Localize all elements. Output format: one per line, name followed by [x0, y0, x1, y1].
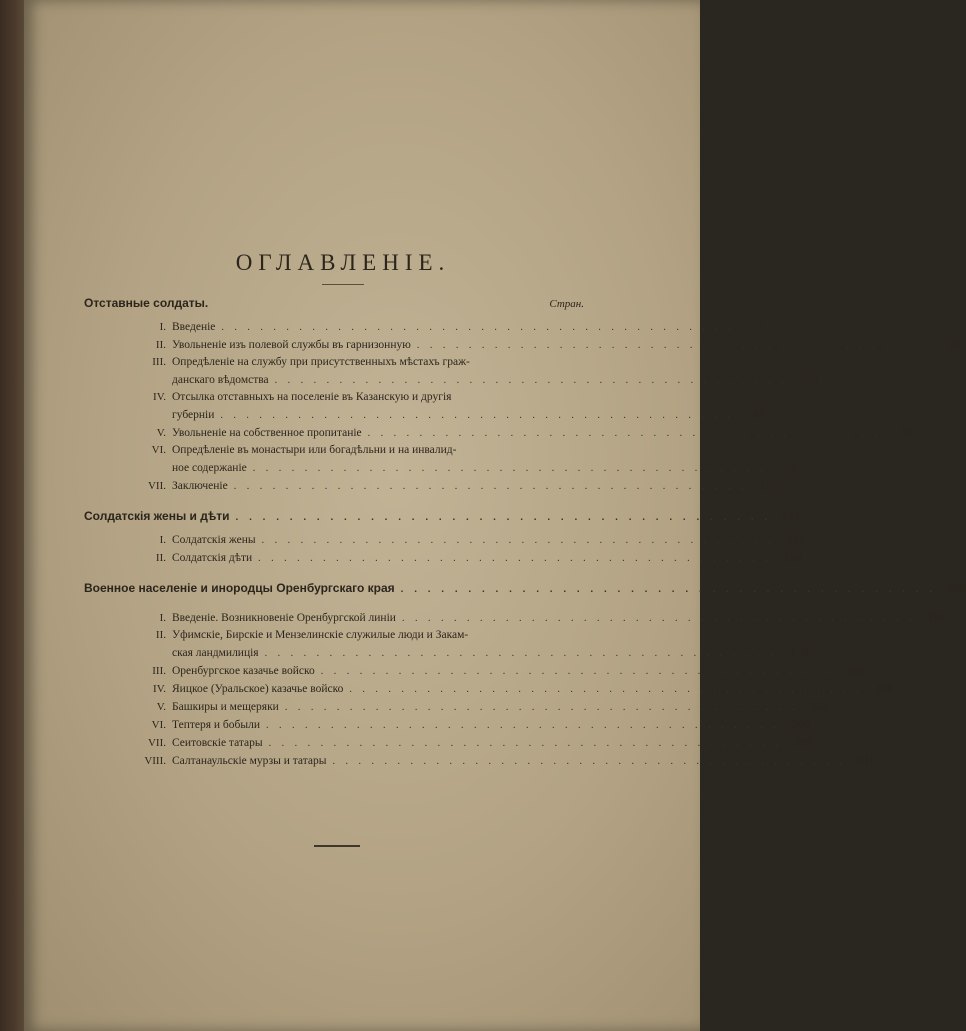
toc-entry [84, 335, 961, 353]
entry-page-number: 124 [759, 478, 778, 492]
toc-entry [84, 679, 893, 697]
toc-entry [84, 548, 802, 566]
entry-number: III. [152, 665, 166, 677]
entry-number: III. [152, 356, 166, 368]
entry-number: VII. [147, 737, 166, 749]
leader-dots: . . . . . . . . . . . . . . . . . . . . . . . . . . . . . . . . . . . . . . . . [220, 410, 734, 421]
leader-dots: . . . . . . . . . . . . . . . . . . . . . . . . . . . . . . . . . . . . . . . . [233, 481, 748, 492]
entry-page-number: 127 [787, 532, 806, 546]
section-page-number: 166 [946, 581, 966, 595]
entry-page-number: 315 [857, 753, 876, 767]
entry-page-number: 15 [948, 337, 961, 351]
leader-dots: . . . . . . . . . . . . . . . . . . . . . . . . . . . . . . . . . . . . . . . . [264, 648, 779, 659]
entry-title: Солдатскія дѣти [172, 552, 253, 564]
toc-entry [84, 388, 584, 406]
toc-entry [84, 751, 876, 769]
entry-title: Увольненіе на собственное пропитаніе [172, 427, 362, 439]
entry-number: II. [155, 552, 166, 564]
entry-number: II. [155, 339, 166, 351]
section-heading [84, 506, 802, 526]
title-rule [322, 284, 364, 285]
leader-dots: . . . . . . . . . . . . . . . . . . . . . . . . . . . . . . . . . . . . . . . . [252, 463, 767, 474]
entry-page-number: 238 [874, 681, 893, 695]
entry-number: VI. [151, 444, 166, 456]
section-heading-text: Отставные солдаты. [84, 296, 209, 310]
entry-title: губерніи [172, 409, 215, 421]
toc-entry [84, 733, 813, 751]
entry-title: Введеніе. Возникновеніе Оренбургской линіи [172, 612, 396, 624]
book-page [24, 0, 966, 1031]
toc-section [84, 506, 806, 578]
entry-title: Заключеніе [172, 480, 228, 492]
leader-dots: . . . . . . . . . . . . . . . . . . . . . . . . . . . . . . . . . . . . . . . . [274, 375, 789, 386]
entry-number: VI. [151, 719, 166, 731]
leader-dots: . . . . . . . . . . . . . . . . . . . . . . . . . . . . . . . . . . . . . . . . [332, 756, 846, 767]
leader-dots: . . . . . . . . . . . . . . . . . . . . . . . . . . . . . . . . . . . . . . . . [401, 613, 916, 624]
leader-dots: . . . . . . . . . . . . . . . . . . . . . . . . . . . . . . . . . . . . . . . . [320, 666, 835, 677]
leader-dots: . . . . . . . . . . . . . . . . . . . . . . . . . . . . . . . . . . . . . . . . [258, 553, 772, 564]
toc-section [84, 578, 966, 769]
toc-entry [84, 476, 778, 494]
entry-title: Тептеря и бобыли [172, 719, 260, 731]
entry-page-number: 20 [806, 372, 819, 386]
entry-title: Уфимскіе, Бирскіе и Мензелинскіе служилые люди и Закам- [172, 629, 469, 641]
entry-page-number: 290 [791, 717, 810, 731]
entry-title: Увольненіе изъ полевой службы въ гарнизонную [172, 339, 411, 351]
toc-entry [84, 715, 810, 733]
toc-entry [84, 530, 806, 548]
toc-entry-continuation [84, 459, 797, 476]
entry-title: Оренбургское казачье войско [172, 665, 315, 677]
entry-title: Отсылка отставныхъ на поселеніе въ Казанскую и другія [172, 391, 452, 403]
entry-page-number: 92 [784, 460, 797, 474]
leader-dots: . . . . . . . . . . . . . . . . . . . . . . . . . . . . . . . . . . . . . . . . [367, 428, 882, 439]
entry-title: данскаго вѣдомства [172, 374, 269, 386]
entry-title: Солдатскія жены [172, 534, 256, 546]
entry-number: I. [159, 534, 166, 546]
entry-number: II. [155, 629, 166, 641]
leader-dots: . . . . . . . . . . . . . . . . . . . . . . . . . . . . . . . . . . . . . . . . [349, 684, 863, 695]
entry-number: I. [159, 612, 166, 624]
entry-number: IV. [153, 683, 166, 695]
leader-dots: . . . . . . . . . . . . . . . . . . . . . . . . . . . . . . . . . . . . . . . . [235, 512, 772, 523]
section-heading [84, 578, 966, 598]
entry-number: VII. [147, 480, 166, 492]
entry-number: IV. [153, 391, 166, 403]
section-page-number: 127 [781, 509, 802, 523]
entry-page-number: 34 [751, 407, 764, 421]
toc-entry [84, 697, 829, 715]
entry-title: ное содержаніе [172, 462, 247, 474]
entry-page-number: 1 [758, 319, 765, 333]
entry-number: V. [156, 701, 166, 713]
toc-entry [84, 661, 865, 679]
book-spine [0, 0, 26, 1031]
entry-title: Введеніе [172, 321, 216, 333]
table-of-contents [84, 250, 966, 769]
entry-title: Сеитовскіе татары [172, 737, 263, 749]
page-title: ОГЛАВЛЕНІЕ. [235, 250, 451, 275]
leader-dots: . . . . . . . . . . . . . . . . . . . . . . . . . . . . . . . . . . . . . . . . [284, 702, 799, 713]
entry-page-number: 166 [927, 610, 946, 624]
entry-title: Салтанаульскіе мурзы и татары [172, 755, 327, 767]
bottom-rule [314, 845, 360, 847]
entry-title: Башкиры и мещеряки [172, 701, 279, 713]
page-column-label: Стран. [549, 298, 584, 310]
entry-title: Яицкое (Уральское) казачье войско [172, 683, 344, 695]
toc-entry [84, 626, 584, 644]
toc-sections [84, 293, 966, 769]
entry-page-number: 208 [846, 663, 865, 677]
leader-dots: . . . . . . . . . . . . . . . . . . . . . . . . . . . . . . . . . . . . . . . . [268, 738, 783, 749]
entry-title: Опредѣленіе въ монастыри или богадѣльни и на инвалид- [172, 444, 457, 456]
leader-dots: . . . . . . . . . . . . . . . . . . . . . . . . . . . . . . . . . . . . . . . . [400, 584, 937, 595]
entry-page-number: 178 [790, 645, 809, 659]
section-heading-text: Солдатскія жены и дѣти [84, 509, 230, 523]
leader-dots: . . . . . . . . . . . . . . . . . . . . . . . . . . . . . . . . . . . . . . . . [261, 535, 776, 546]
toc-entry-continuation [84, 644, 809, 661]
entry-page-number: 136 [783, 550, 802, 564]
leader-dots: . . . . . . . . . . . . . . . . . . . . . . . . . . . . . . . . . . . . . . . . [266, 720, 780, 731]
toc-entry [84, 317, 765, 335]
toc-section [84, 293, 961, 506]
entry-number: V. [156, 427, 166, 439]
entry-page-number: 309 [794, 735, 813, 749]
toc-entry [84, 608, 946, 626]
entry-number: I. [159, 321, 166, 333]
leader-dots: . . . . . . . . . . . . . . . . . . . . . . . . . . . . . . . . . . . . . . . . [416, 340, 931, 351]
toc-entry-continuation [84, 371, 819, 388]
entry-page-number: 76 [899, 425, 912, 439]
toc-entry-continuation [84, 406, 764, 423]
leader-dots: . . . . . . . . . . . . . . . . . . . . . . . . . . . . . . . . . . . . . . . . [221, 322, 735, 333]
entry-number: VIII. [144, 755, 166, 767]
section-heading-text: Военное населеніе и инородцы Оренбургскаго края [84, 581, 395, 595]
toc-entry [84, 423, 912, 441]
toc-entry [84, 353, 584, 371]
entry-title: Опредѣленіе на службу при присутственныхъ мѣстахъ граж- [172, 356, 470, 368]
entry-page-number: 263 [810, 699, 829, 713]
entry-title: ская ландмилиція [172, 647, 259, 659]
section-heading [84, 293, 584, 313]
toc-entry [84, 441, 584, 459]
